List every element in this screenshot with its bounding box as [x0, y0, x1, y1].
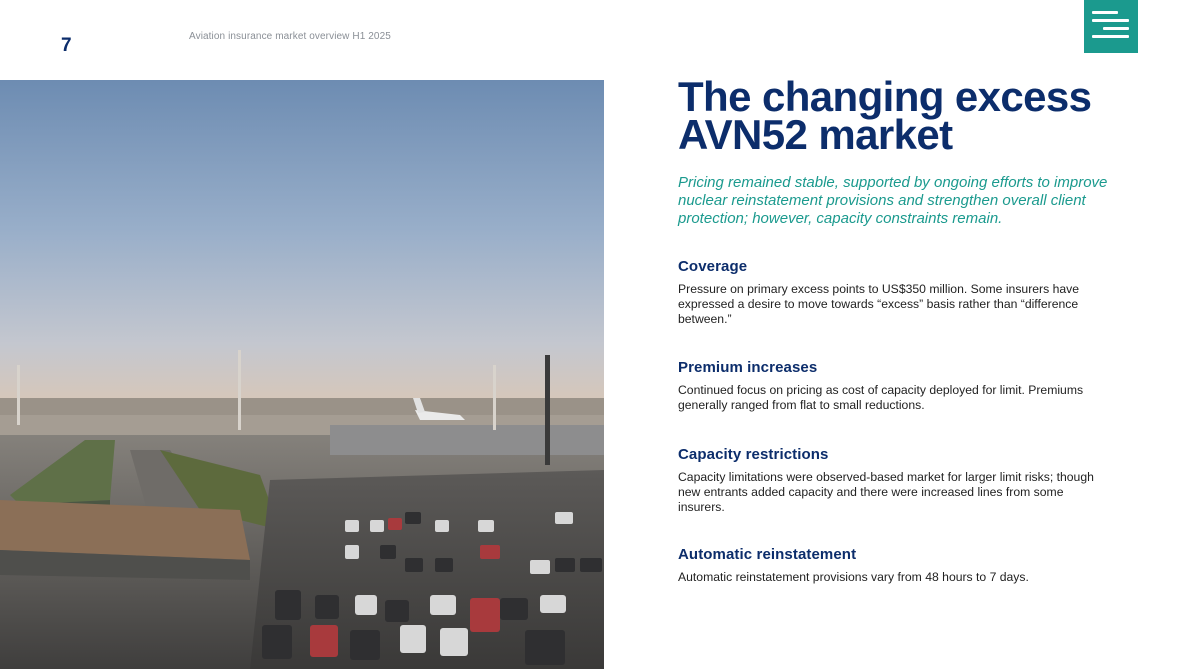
- section-body: Pressure on primary excess points to US$350 million. Some insurers have expressed a desire to move towards “excess” basis rather than “difference between.”: [678, 282, 1080, 327]
- section-coverage: [678, 258, 1103, 328]
- article-title: The changing excess AVN52 market: [678, 73, 1092, 158]
- section-capacity-restrictions: [678, 446, 1103, 516]
- section-automatic-reinstatement: [678, 546, 1103, 585]
- section-body: Automatic reinstatement provisions vary from 48 hours to 7 days.: [678, 570, 1029, 584]
- page-number: 7: [61, 35, 72, 56]
- section-body: Continued focus on pricing as cost of capacity deployed for limit. Premiums generally ranged from flat to small reductions.: [678, 383, 1084, 413]
- section-heading: Premium increases: [678, 359, 818, 376]
- airport-parking-photo: [0, 80, 604, 669]
- menu-button[interactable]: [1084, 0, 1138, 53]
- section-premium-increases: [678, 359, 1103, 413]
- section-heading: Automatic reinstatement: [678, 546, 857, 563]
- running-header: Aviation insurance market overview H1 2025: [189, 31, 391, 42]
- section-heading: Capacity restrictions: [678, 446, 829, 463]
- section-body: Capacity limitations were observed-based market for larger limit risks; though new entrants added capacity and there were increased lines from some insurers.: [678, 470, 1094, 515]
- article-intro: Pricing remained stable, supported by ongoing efforts to improve nuclear reinstatement provisions and strengthen overall client protection; however, capacity constraints remain.: [678, 174, 1108, 227]
- section-heading: Coverage: [678, 258, 748, 275]
